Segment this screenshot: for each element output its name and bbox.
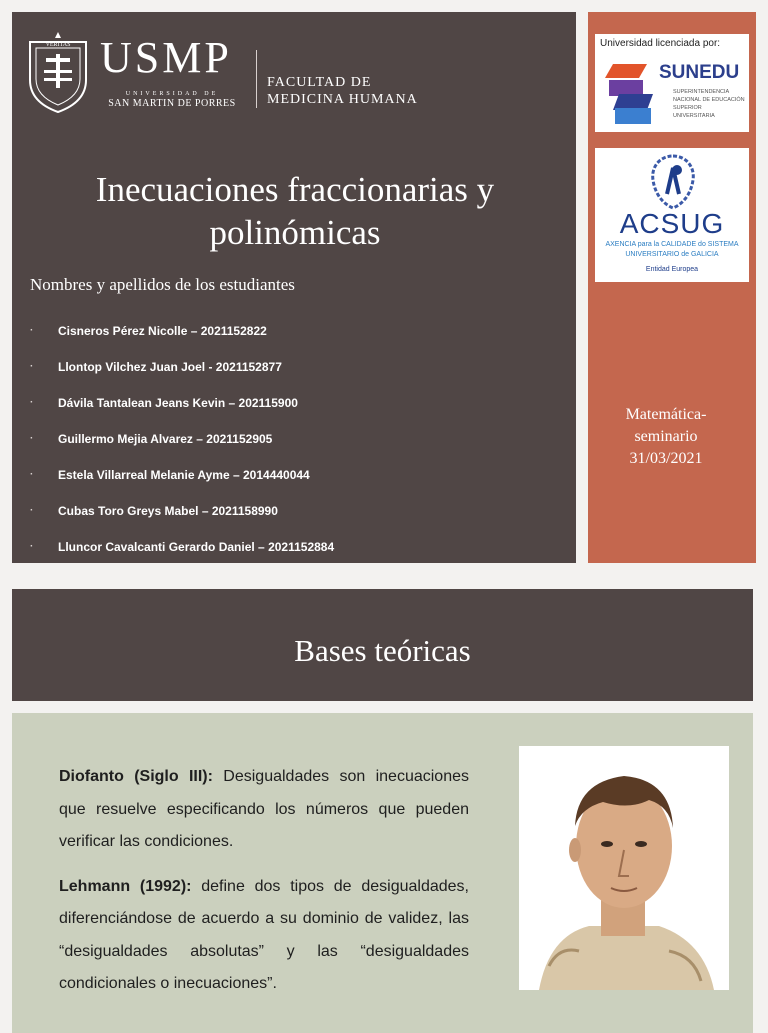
portrait-bust-icon — [519, 746, 729, 990]
usmp-crest-icon — [26, 32, 90, 114]
author-lehmann: Lehmann (1992): — [59, 877, 192, 895]
faculty-line-1: FACULTAD DE — [267, 75, 372, 90]
student-item — [30, 502, 334, 538]
sunedu-desc-line-3: SUPERIOR UNIVERSITARIA — [673, 105, 715, 119]
sunedu-desc-line-2: NACIONAL DE EDUCACIÓN — [673, 97, 745, 103]
sunedu-desc-line-1: SUPERINTENDENCIA — [673, 89, 730, 95]
student-item — [30, 466, 334, 502]
bullet-icon: · — [30, 541, 34, 552]
logo-divider — [256, 50, 257, 108]
lehmann-definition: define dos tipos de desigualdades, diferenciándose de acuerdo a su dominio de validez, las “desigualdades absolutas” y las “desigualdades condicionales o inecuaciones”. — [59, 877, 470, 992]
theory-paragraph-diofanto — [59, 761, 469, 859]
section-title: Bases teóricas — [294, 633, 471, 668]
faculty-line-2: MEDICINA HUMANA — [267, 92, 418, 107]
sunedu-description — [673, 88, 745, 120]
usmp-university-name — [99, 90, 245, 110]
student-name: Guillermo Mejia Alvarez – 2021152905 — [58, 432, 273, 446]
acsug-agency-name — [599, 240, 745, 260]
diophantus-portrait — [519, 746, 729, 990]
svg-text:VERITAS: VERITAS — [45, 42, 71, 48]
usmp-university-prefix: UNIVERSIDAD DE — [125, 91, 219, 97]
sunedu-logo-icon — [601, 58, 659, 128]
course-line-2: seminario — [634, 428, 698, 445]
student-item — [30, 394, 334, 430]
presentation-title: Inecuaciones fraccionarias y polinómicas — [95, 170, 495, 252]
student-item — [30, 430, 334, 466]
acsug-logo-card — [595, 148, 749, 282]
author-diofanto: Diofanto (Siglo III): — [59, 768, 213, 785]
bullet-icon: · — [30, 397, 34, 408]
acsug-agency-line-2: UNIVERSITARIO de GALICIA — [625, 251, 719, 258]
acsug-logo-icon — [643, 154, 703, 212]
student-item — [30, 358, 334, 394]
student-name: Dávila Tantalean Jeans Kevin – 202115900 — [58, 396, 298, 410]
course-info — [588, 404, 744, 470]
usmp-wordmark: USMP — [100, 33, 232, 82]
sunedu-licensed-label: Universidad licenciada por: — [600, 38, 721, 49]
bullet-icon: · — [30, 505, 34, 516]
student-name: Lluncor Cavalcanti Gerardo Daniel – 2021152884 — [58, 540, 335, 554]
student-name: Estela Villarreal Melanie Ayme – 2014440044 — [58, 468, 310, 482]
theory-text — [59, 761, 469, 1013]
bullet-icon: · — [30, 469, 34, 480]
students-heading: Nombres y apellidos de los estudiantes — [30, 275, 295, 294]
theory-paragraph-lehmann — [59, 871, 469, 1001]
student-item — [30, 538, 334, 574]
bullet-icon: · — [30, 433, 34, 444]
bullet-icon: · — [30, 361, 34, 372]
students-list — [30, 322, 334, 574]
content-slide — [12, 713, 753, 1033]
diofanto-definition: Desigualdades son inecuaciones que resuelve especificando los números que pueden verificar las condiciones. — [59, 768, 469, 850]
section-slide — [12, 589, 753, 701]
course-line-1: Matemática- — [625, 406, 707, 423]
student-name: Cisneros Pérez Nicolle – 2021152822 — [58, 324, 267, 338]
bullet-icon: · — [30, 325, 34, 336]
faculty-name — [267, 74, 418, 108]
student-item — [30, 322, 334, 358]
acsug-wordmark: ACSUG — [619, 208, 725, 239]
acsug-agency-line-1: AXENCIA para la CALIDADE do SISTEMA — [605, 241, 739, 248]
student-name: Cubas Toro Greys Mabel – 2021158990 — [58, 504, 278, 518]
student-name: Llontop Vilchez Juan Joel - 2021152877 — [58, 360, 282, 374]
usmp-university-main: SAN MARTIN DE PORRES — [108, 98, 236, 109]
sunedu-logo-card — [595, 34, 749, 132]
acsug-entity-label: Entidad Europea — [645, 266, 699, 273]
usmp-logo — [26, 30, 446, 120]
course-date: 31/03/2021 — [629, 450, 703, 467]
sunedu-wordmark: SUNEDU — [659, 62, 740, 83]
